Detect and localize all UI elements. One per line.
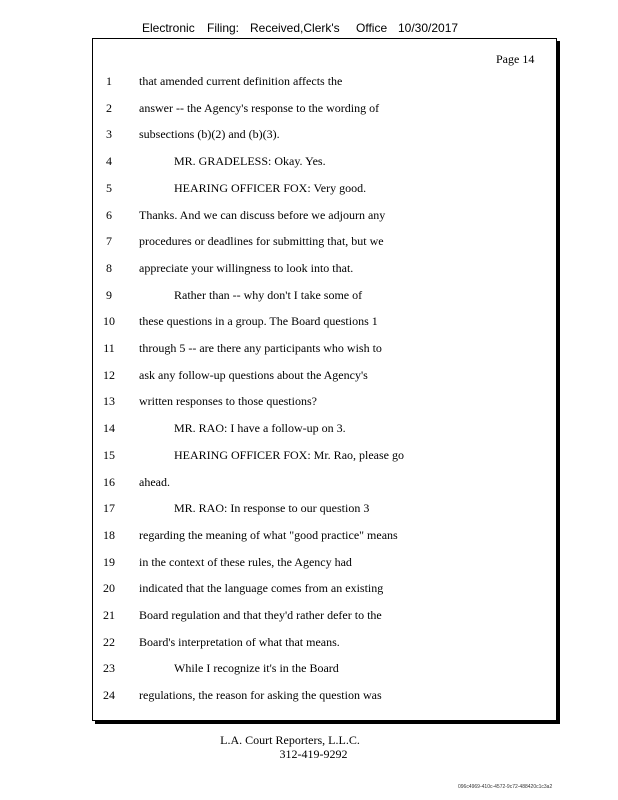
line-number: 10 <box>103 314 115 328</box>
line-number: 14 <box>103 421 115 435</box>
header-filing: Filing: <box>207 21 240 35</box>
line-text: MR. GRADELESS: Okay. Yes. <box>174 154 326 168</box>
line-text: written responses to those questions? <box>139 394 317 408</box>
line-text: indicated that the language comes from an existing <box>139 581 384 595</box>
line-number: 9 <box>106 288 112 302</box>
line-text: Board's interpretation of what that means. <box>139 635 340 649</box>
line-text: appreciate your willingness to look into that. <box>139 261 354 275</box>
line-number: 15 <box>103 448 115 462</box>
header-electronic: Electronic <box>142 21 195 35</box>
line-text: these questions in a group. The Board questions 1 <box>139 314 378 328</box>
line-number: 21 <box>103 608 115 622</box>
line-number: 17 <box>103 501 115 515</box>
line-text: Thanks. And we can discuss before we adjourn any <box>139 208 386 222</box>
line-number: 1 <box>106 74 112 88</box>
line-text: that amended current definition affects the <box>139 74 343 88</box>
line-text: answer -- the Agency's response to the wording of <box>139 101 380 115</box>
line-number: 22 <box>103 635 115 649</box>
header-date: 10/30/2017 <box>398 21 459 35</box>
line-text: While I recognize it's in the Board <box>174 661 339 675</box>
line-number: 6 <box>106 208 112 222</box>
line-text: Board regulation and that they'd rather defer to the <box>139 608 382 622</box>
line-text: regarding the meaning of what "good practice" means <box>139 528 398 542</box>
line-number: 20 <box>103 581 115 595</box>
line-text: subsections (b)(2) and (b)(3). <box>139 127 280 141</box>
header-received-clerks: Received,Clerk's <box>250 21 340 35</box>
header-office: Office <box>356 21 388 35</box>
line-text: MR. RAO: In response to our question 3 <box>174 501 370 515</box>
line-number: 3 <box>106 127 112 141</box>
line-number: 18 <box>103 528 115 542</box>
page-number: Page 14 <box>496 52 535 66</box>
line-number: 23 <box>103 661 115 675</box>
reporter-company: L.A. Court Reporters, L.L.C. <box>220 733 360 747</box>
line-number: 8 <box>106 261 112 275</box>
line-text: Rather than -- why don't I take some of <box>174 288 363 302</box>
line-number: 24 <box>103 688 115 702</box>
reporter-footer <box>0 733 580 761</box>
line-text: procedures or deadlines for submitting that, but we <box>139 234 384 248</box>
line-number: 13 <box>103 394 115 408</box>
line-number: 7 <box>106 234 112 248</box>
line-number: 16 <box>103 475 115 489</box>
line-text: HEARING OFFICER FOX: Mr. Rao, please go <box>174 448 404 462</box>
line-number: 12 <box>103 368 115 382</box>
line-number: 19 <box>103 555 115 569</box>
line-text: ahead. <box>139 475 170 489</box>
line-text: through 5 -- are there any participants who wish to <box>139 341 382 355</box>
line-text: ask any follow-up questions about the Agency's <box>139 368 368 382</box>
line-number: 11 <box>103 341 115 355</box>
reporter-phone: 312-419-9292 <box>279 747 348 761</box>
line-text: HEARING OFFICER FOX: Very good. <box>174 181 367 195</box>
line-text: MR. RAO: I have a follow-up on 3. <box>174 421 346 435</box>
line-text: in the context of these rules, the Agency had <box>139 555 352 569</box>
line-text: regulations, the reason for asking the question was <box>139 688 382 702</box>
document-id: 096c4969-410c-4572-9c72-488420c1c3a2 <box>458 784 553 790</box>
line-number: 2 <box>106 101 112 115</box>
line-number: 5 <box>106 181 112 195</box>
line-number: 4 <box>106 154 112 168</box>
